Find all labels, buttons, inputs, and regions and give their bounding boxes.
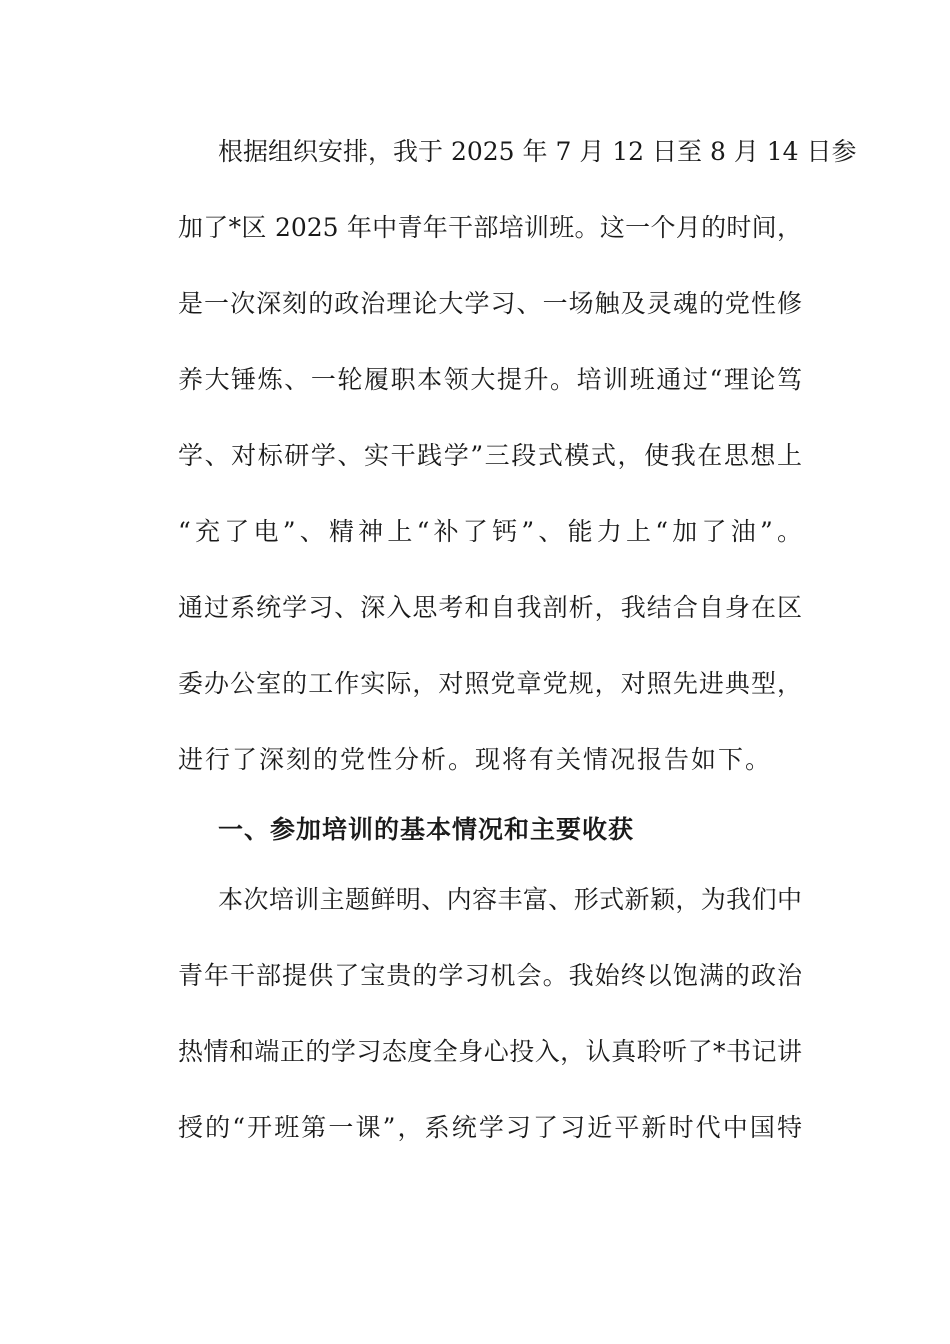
paragraph-2-line-2: 青年干部提供了宝贵的学习机会。我始终以饱满的政治 bbox=[178, 961, 802, 990]
paragraph-1-line-4: 养大锤炼、一轮履职本领大提升。培训班通过“理论笃 bbox=[178, 365, 802, 394]
paragraph-1-line-8: 委办公室的工作实际，对照党章党规，对照先进典型， bbox=[178, 669, 802, 698]
paragraph-1-line-5: 学、对标研学、实干践学”三段式模式，使我在思想上 bbox=[178, 441, 802, 470]
paragraph-1-line-3: 是一次深刻的政治理论大学习、一场触及灵魂的党性修 bbox=[178, 289, 802, 318]
paragraph-1-line-2: 加了*区 2025 年中青年干部培训班。这一个月的时间， bbox=[178, 213, 802, 242]
paragraph-1-line-7: 通过系统学习、深入思考和自我剖析，我结合自身在区 bbox=[178, 593, 802, 622]
paragraph-2-line-3: 热情和端正的学习态度全身心投入，认真聆听了*书记讲 bbox=[178, 1037, 802, 1066]
paragraph-1-line-1: 根据组织安排，我于 2025 年 7 月 12 日至 8 月 14 日参 bbox=[218, 137, 857, 166]
paragraph-2-line-4: 授的“开班第一课”，系统学习了习近平新时代中国特 bbox=[178, 1113, 802, 1142]
paragraph-2-line-1: 本次培训主题鲜明、内容丰富、形式新颖，为我们中 bbox=[218, 885, 802, 914]
paragraph-1-line-6: “充了电”、精神上“补了钙”、能力上“加了油”。 bbox=[178, 517, 802, 546]
section-1-heading: 一、参加培训的基本情况和主要收获 bbox=[218, 815, 635, 844]
paragraph-1-line-9: 进行了深刻的党性分析。现将有关情况报告如下。 bbox=[178, 745, 773, 774]
